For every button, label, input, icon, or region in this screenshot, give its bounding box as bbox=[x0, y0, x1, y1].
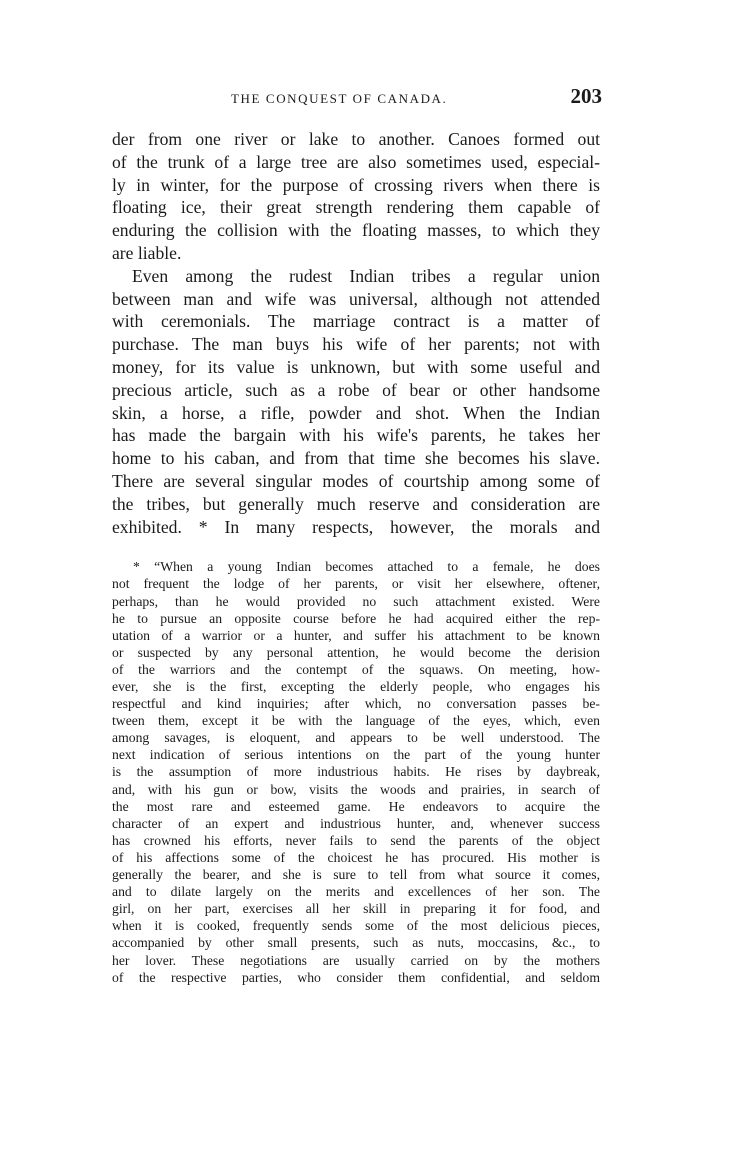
body-line: precious article, such as a robe of bear or other handsome bbox=[112, 379, 600, 400]
footnote-line: of his affections some of the choicest he has procured. His mother is bbox=[112, 849, 600, 865]
footnote-line: ever, she is the first, excepting the elderly people, who engages his bbox=[112, 679, 600, 694]
body-line: home to his caban, and from that time she becomes his slave. bbox=[112, 448, 600, 469]
footnote-line: perhaps, than he would provided no such attachment existed. Were bbox=[112, 593, 600, 609]
footnote-line: the most rare and esteemed game. He endeavors to acquire the bbox=[112, 798, 600, 814]
footnote-line: accompanied by other small presents, such as nuts, moccasins, &c., to bbox=[112, 935, 600, 951]
footnote-line: among savages, is eloquent, and appears to be well understood. The bbox=[112, 730, 600, 746]
body-line: exhibited. * In many respects, however, the morals and bbox=[112, 516, 600, 537]
body-line: are liable. bbox=[112, 242, 182, 263]
footnote-line: not frequent the lodge of her parents, or visit her elsewhere, oftener, bbox=[112, 576, 600, 592]
body-line: There are several singular modes of courtship among some of bbox=[112, 470, 600, 491]
body-text bbox=[112, 128, 600, 538]
footnote bbox=[112, 558, 600, 985]
body-line: between man and wife was universal, although not attended bbox=[112, 288, 600, 309]
body-line: with ceremonials. The marriage contract is a matter of bbox=[112, 311, 600, 332]
footnote-line: utation of a warrior or a hunter, and suffer his attachment to be known bbox=[112, 627, 600, 643]
body-line: Even among the rudest Indian tribes a regular union bbox=[132, 265, 600, 286]
footnote-line: girl, on her part, exercises all her skill in preparing it for food, and bbox=[112, 901, 600, 917]
page-number: 203 bbox=[570, 84, 602, 108]
body-line: the tribes, but generally much reserve and consideration are bbox=[112, 493, 600, 514]
footnote-line: is the assumption of more industrious habits. He rises by daybreak, bbox=[112, 764, 600, 780]
body-line: floating ice, their great strength rendering them capable of bbox=[112, 197, 600, 218]
page-header bbox=[112, 86, 600, 116]
body-line: der from one river or lake to another. Canoes formed out bbox=[112, 129, 600, 149]
body-line: money, for its value is unknown, but with some useful and bbox=[112, 356, 600, 377]
body-line: purchase. The man buys his wife of her parents; not with bbox=[112, 334, 600, 355]
book-page bbox=[112, 86, 600, 986]
footnote-line: next indication of serious intentions on the part of the young hunter bbox=[112, 747, 600, 763]
body-line: has made the bargain with his wife's parents, he takes her bbox=[112, 425, 600, 446]
body-line: enduring the collision with the floating masses, to which they bbox=[112, 220, 600, 241]
footnote-line: of the warriors and the contempt of the squaws. On meeting, how- bbox=[112, 661, 600, 677]
footnote-line: or suspected by any personal attention, he would become the derision bbox=[112, 644, 600, 660]
footnote-line: her lover. These negotiations are usually carried on by the mothers bbox=[112, 952, 600, 968]
footnote-line: character of an expert and industrious hunter, and, whenever success bbox=[112, 815, 600, 831]
footnote-line: * “When a young Indian becomes attached to a female, he does bbox=[133, 559, 600, 575]
footnote-line: has crowned his efforts, never fails to send the parents of the object bbox=[112, 832, 600, 848]
footnote-line: and, with his gun or bow, visits the woods and prairies, in search of bbox=[112, 781, 600, 797]
body-line: skin, a horse, a rifle, powder and shot. When the Indian bbox=[112, 402, 600, 423]
footnote-line: he to pursue an opposite course before he had acquired either the rep- bbox=[112, 610, 600, 626]
footnote-line: of the respective parties, who consider them confidential, and seldom bbox=[112, 969, 600, 985]
body-line: ly in winter, for the purpose of crossing rivers when there is bbox=[112, 174, 600, 195]
footnote-line: and to dilate largely on the merits and excellences of her son. The bbox=[112, 884, 600, 900]
footnote-line: respectful and kind inquiries; after which, no conversation passes be- bbox=[112, 696, 600, 712]
footnote-line: when it is cooked, frequently sends some of the most delicious pieces, bbox=[112, 918, 600, 934]
footnote-line: tween them, except it be with the language of the eyes, which, even bbox=[112, 713, 600, 729]
running-head: THE CONQUEST OF CANADA. bbox=[231, 91, 448, 106]
footnote-line: generally the bearer, and she is sure to tell from what source it comes, bbox=[112, 867, 600, 883]
body-line: of the trunk of a large tree are also sometimes used, especial- bbox=[112, 151, 600, 172]
